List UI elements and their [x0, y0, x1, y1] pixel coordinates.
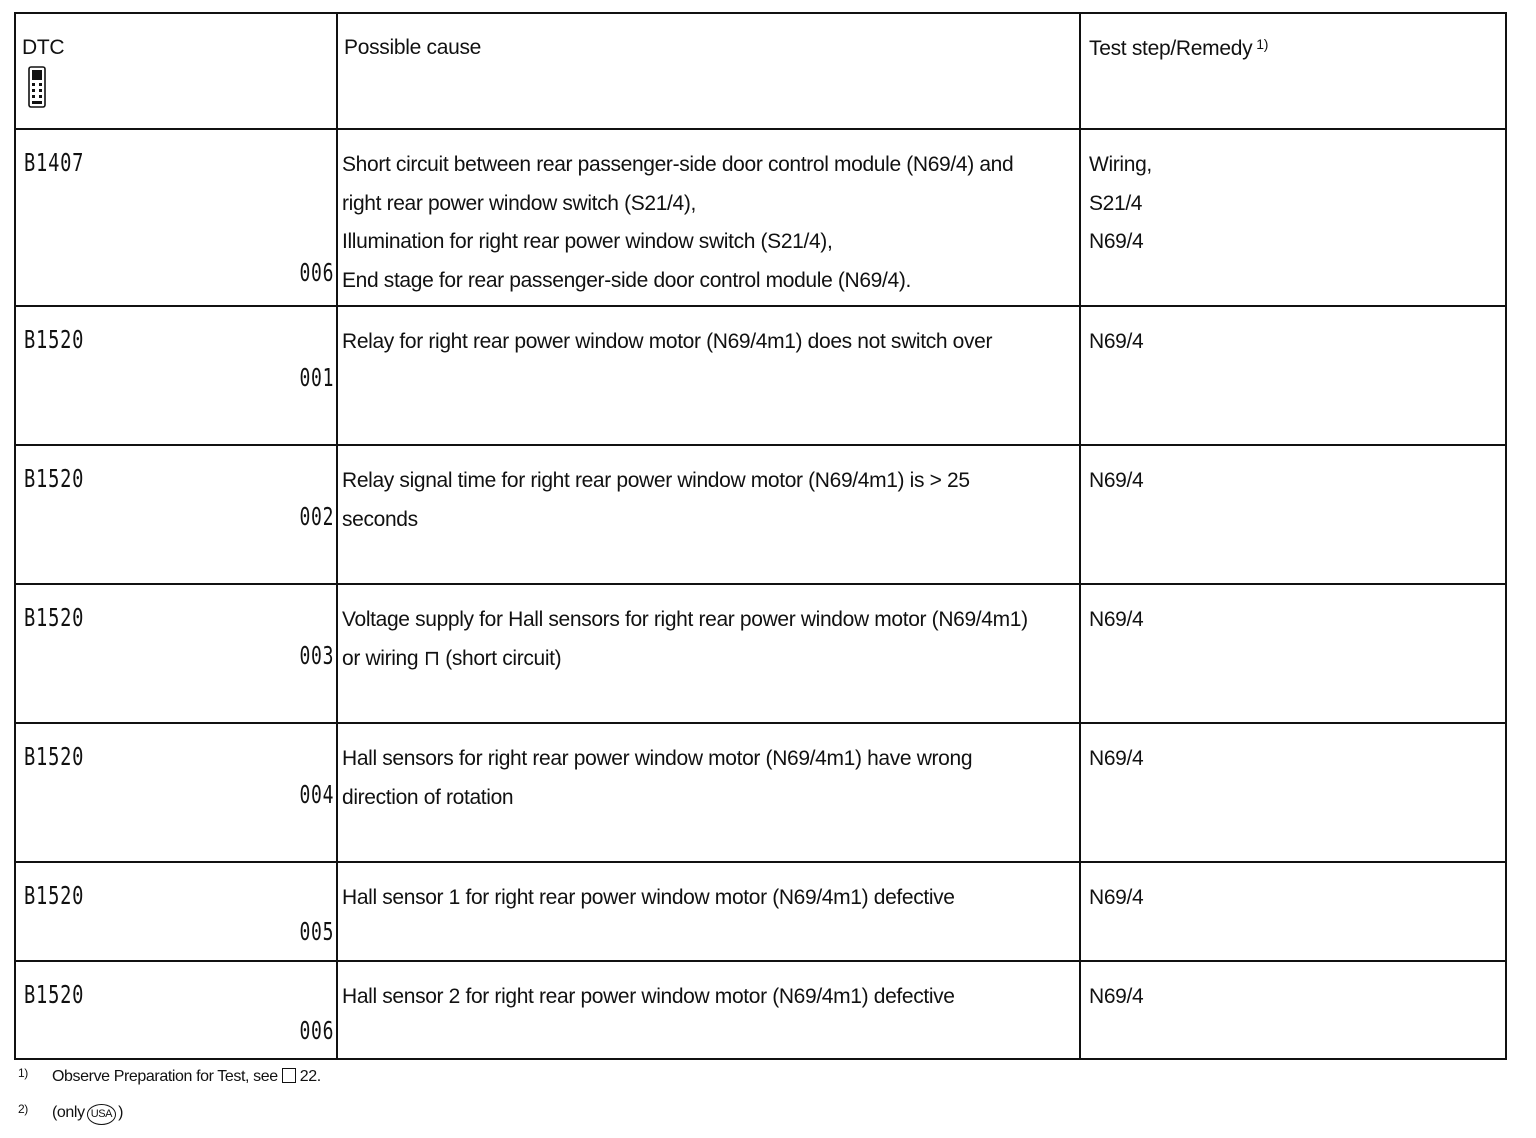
remedy-line: N69/4 — [1089, 230, 1144, 253]
footnote-1-text: Observe Preparation for Test, see — [52, 1068, 278, 1085]
cause-line: Voltage supply for Hall sensors for right rear power window motor (N69/4m1) — [342, 608, 1028, 631]
dtc-cell — [15, 862, 337, 961]
dtc-cell — [15, 961, 337, 1059]
cause-cell — [337, 862, 1080, 961]
cause-cell — [337, 445, 1080, 584]
dtc-subcode: 002 — [299, 502, 334, 531]
cause-cell — [337, 961, 1080, 1059]
cause-line: Illumination for right rear power window switch (S21/4), — [342, 230, 833, 253]
dtc-cell — [15, 584, 337, 723]
dtc-table — [14, 12, 1507, 1060]
dtc-code: B1520 — [24, 603, 85, 632]
dtc-subcode: 006 — [299, 258, 334, 287]
footnote-2-mark: 2) — [18, 1102, 28, 1116]
remedy-cell — [1080, 584, 1506, 723]
cause-cell — [337, 129, 1080, 306]
remedy-line: N69/4 — [1089, 886, 1144, 909]
cause-line: Hall sensors for right rear power window motor (N69/4m1) have wrong — [342, 747, 973, 770]
cause-line: Short circuit between rear passenger-side door control module (N69/4) and — [342, 153, 1014, 176]
dtc-subcode: 003 — [299, 641, 334, 670]
cause-line: seconds — [342, 507, 418, 531]
remedy-line: Wiring, — [1089, 153, 1152, 176]
dtc-code: B1407 — [24, 148, 85, 177]
hand-held-tester-icon — [28, 66, 46, 108]
header-remedy-footnote-ref: 1) — [1256, 36, 1269, 52]
dtc-code: B1520 — [24, 742, 85, 771]
dtc-cell — [15, 129, 337, 306]
cause-line: Hall sensor 1 for right rear power window motor (N69/4m1) defective — [342, 886, 955, 909]
page-reference-box-icon — [282, 1068, 296, 1083]
remedy-line: N69/4 — [1089, 985, 1144, 1008]
table-row — [15, 723, 1506, 862]
remedy-cell — [1080, 445, 1506, 584]
footnote-1-mark: 1) — [18, 1066, 28, 1080]
dtc-subcode: 004 — [299, 780, 334, 809]
cause-cell — [337, 723, 1080, 862]
dtc-cell — [15, 445, 337, 584]
dtc-code: B1520 — [24, 464, 85, 493]
header-dtc — [15, 13, 337, 129]
dtc-subcode: 005 — [299, 917, 334, 946]
table-row — [15, 961, 1506, 1059]
dtc-subcode: 006 — [299, 1016, 334, 1045]
header-cause: Possible cause — [337, 13, 1080, 129]
dtc-code: B1520 — [24, 881, 85, 910]
remedy-cell — [1080, 862, 1506, 961]
dtc-subcode: 001 — [299, 363, 334, 392]
cause-line: or wiring ⊓ (short circuit) — [342, 646, 562, 670]
footnote-2-close: ) — [118, 1104, 124, 1121]
footnote-1-page: 22. — [299, 1068, 321, 1085]
cause-cell — [337, 306, 1080, 445]
table-row — [15, 445, 1506, 584]
remedy-line: N69/4 — [1089, 747, 1144, 770]
remedy-cell — [1080, 723, 1506, 862]
remedy-cell — [1080, 961, 1506, 1059]
cause-cell — [337, 584, 1080, 723]
dtc-code: B1520 — [24, 980, 85, 1009]
cause-line: End stage for rear passenger-side door control module (N69/4). — [342, 268, 911, 292]
remedy-line: N69/4 — [1089, 469, 1144, 492]
cause-line: direction of rotation — [342, 785, 514, 809]
table-row — [15, 862, 1506, 961]
footnote-2-text: (only — [52, 1104, 85, 1121]
dtc-cell — [15, 723, 337, 862]
table-row — [15, 584, 1506, 723]
cause-line: Hall sensor 2 for right rear power window motor (N69/4m1) defective — [342, 985, 955, 1008]
header-row — [15, 13, 1506, 129]
remedy-line: N69/4 — [1089, 330, 1144, 353]
cause-line: right rear power window switch (S21/4), — [342, 191, 696, 215]
remedy-line: N69/4 — [1089, 608, 1144, 631]
dtc-cell — [15, 306, 337, 445]
remedy-cell — [1080, 129, 1506, 306]
cause-line: Relay for right rear power window motor (N69/4m1) does not switch over — [342, 330, 993, 353]
table-row — [15, 306, 1506, 445]
header-remedy-label: Test step/Remedy — [1089, 37, 1253, 60]
header-dtc-label: DTC — [22, 36, 65, 59]
remedy-line: S21/4 — [1089, 191, 1143, 215]
remedy-cell — [1080, 306, 1506, 445]
cause-line: Relay signal time for right rear power window motor (N69/4m1) is > 25 — [342, 469, 970, 492]
dtc-code: B1520 — [24, 325, 85, 354]
usa-circle-badge: USA — [87, 1104, 116, 1125]
header-remedy — [1080, 13, 1506, 129]
table-row — [15, 129, 1506, 306]
